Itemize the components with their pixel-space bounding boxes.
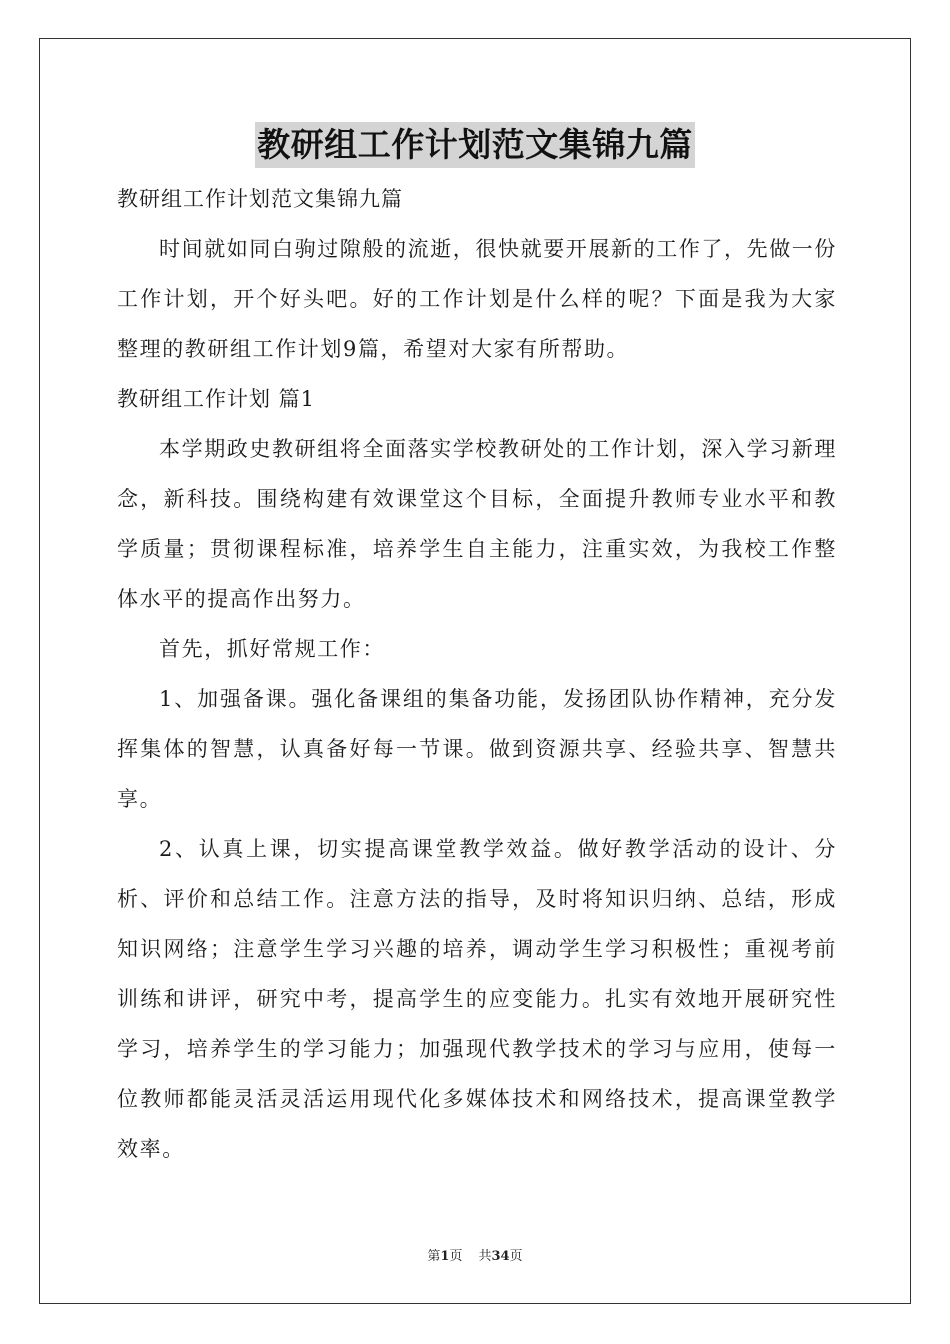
page-current: 1	[440, 1249, 450, 1264]
page-prefix: 第	[427, 1249, 441, 1264]
page-suffix: 页	[449, 1249, 463, 1264]
intro-paragraph: 时间就如同白驹过隙般的流逝，很快就要开展新的工作了，先做一份工作计划，开个好头吧。好的工作计划是什么样的呢？下面是我为大家整理的教研组工作计划9篇，希望对大家有所帮助。	[117, 237, 837, 361]
section-paragraph-3: 1、加强备课。强化备课组的集备功能，发扬团队协作精神，充分发挥集体的智慧，认真备好每一节课。做到资源共享、经验共享、智慧共享。	[117, 687, 837, 811]
section-paragraph-4: 2、认真上课，切实提高课堂教学效益。做好教学活动的设计、分析、评价和总结工作。注意方法的指导，及时将知识归纳、总结，形成知识网络；注意学生学习兴趣的培养，调动学生学习积极性；重视考前训练和讲评，研究中考，提高学生的应变能力。扎实有效地开展研究性学习，培养学生的学习能力；加强现代教学技术的学习与应用，使每一位教师都能灵活灵活运用现代化多媒体技术和网络技术，提高课堂教学效率。	[117, 837, 837, 1161]
document-title: 教研组工作计划范文集锦九篇	[255, 122, 695, 168]
total-suffix: 页	[509, 1249, 523, 1264]
section-paragraph-1: 本学期政史教研组将全面落实学校教研处的工作计划，深入学习新理念，新科技。围绕构建有效课堂这个目标，全面提升教师专业水平和教学质量；贯彻课程标准，培养学生自主能力，注重实效，为我校工作整体水平的提高作出努力。	[117, 437, 837, 611]
section-heading: 教研组工作计划 篇1	[117, 387, 316, 411]
total-prefix: 共	[478, 1249, 492, 1264]
page-footer	[0, 1245, 950, 1264]
page-total: 34	[491, 1249, 510, 1264]
document-subtitle: 教研组工作计划范文集锦九篇	[117, 187, 403, 211]
section-paragraph-2: 首先，抓好常规工作：	[159, 637, 385, 661]
title-container	[0, 122, 950, 168]
document-body	[117, 174, 837, 1174]
